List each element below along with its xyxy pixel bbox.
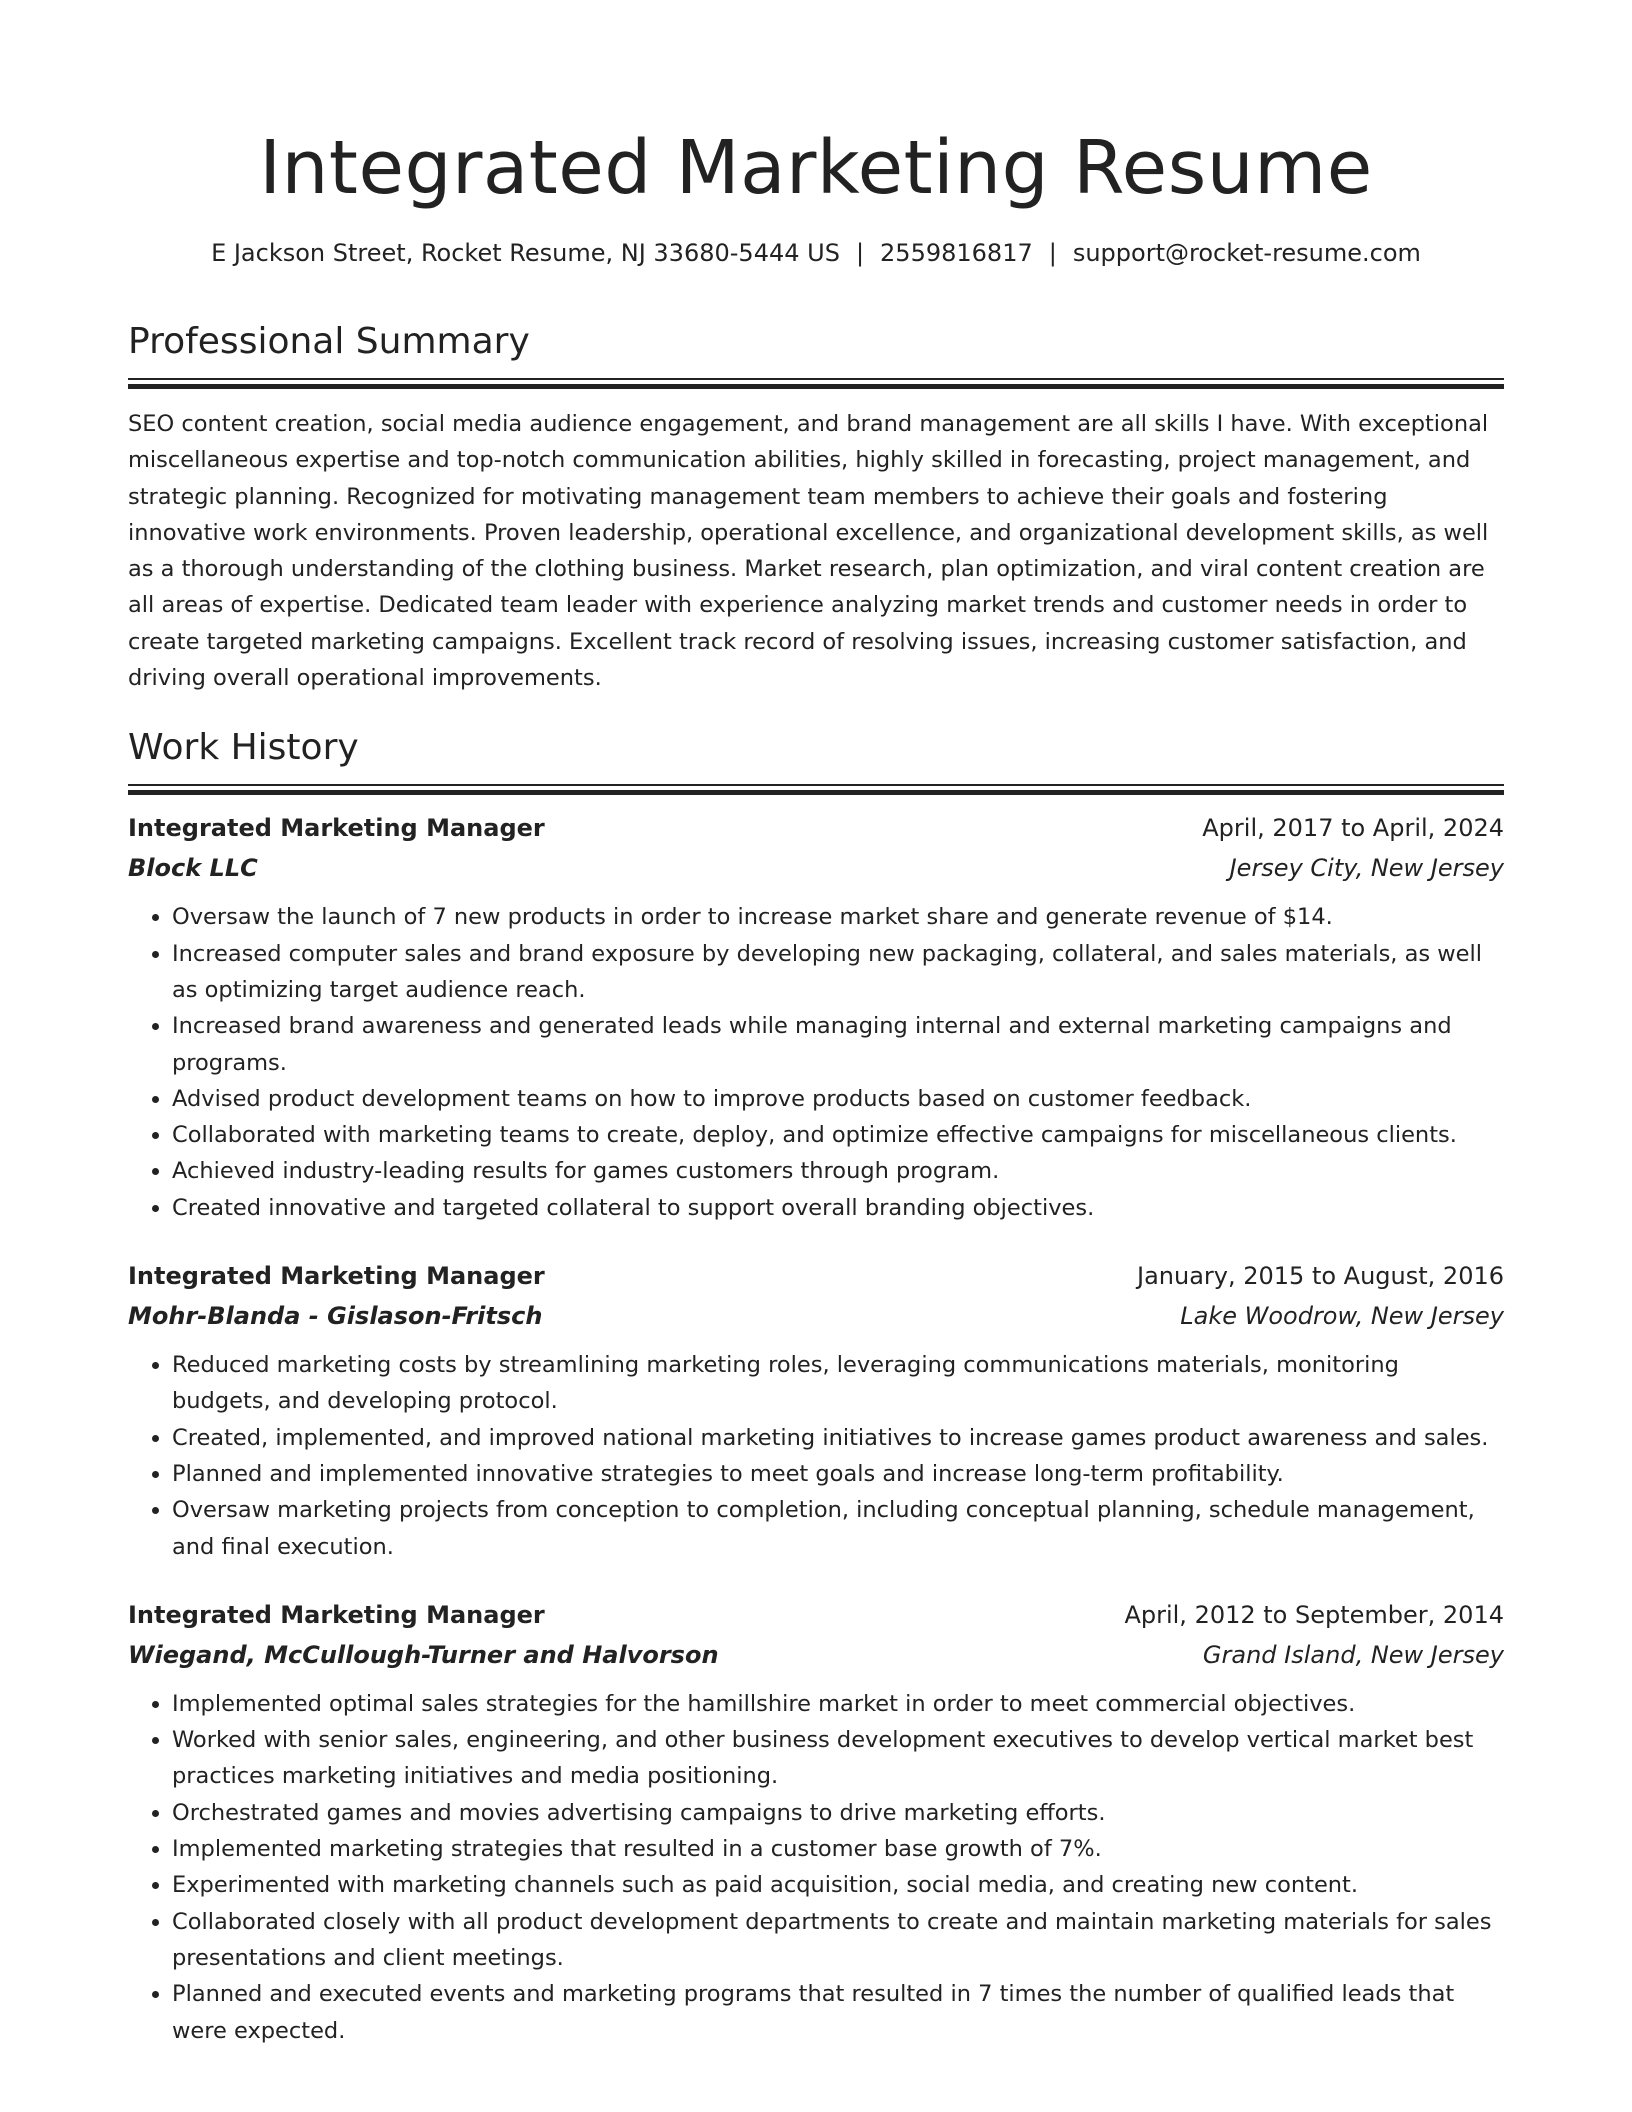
job-header-row <box>128 1256 1504 1296</box>
job-company: Mohr-Blanda - Gislason-Fritsch <box>128 1302 543 1331</box>
job-bullet: • Experimented with marketing channels such as paid acquisition, social media, and creating new content. <box>172 1867 1504 1903</box>
job-dates: April, 2017 to April, 2024 <box>1202 814 1504 843</box>
job-bullet: • Oversaw marketing projects from conception to completion, including conceptual planning, schedule management, and final execution. <box>172 1492 1504 1565</box>
job-dates: April, 2012 to September, 2014 <box>1124 1600 1504 1629</box>
job-company-row <box>128 848 1504 888</box>
job-dates: January, 2015 to August, 2016 <box>1137 1262 1504 1291</box>
job-bullet: • Created, implemented, and improved national marketing initiatives to increase games product awareness and sales. <box>172 1420 1504 1456</box>
job-location: Grand Island, New Jersey <box>1202 1640 1504 1669</box>
job-company-row <box>128 1296 1504 1336</box>
section-heading-summary: Professional Summary <box>128 321 530 362</box>
job-bullet: • Orchestrated games and movies advertising campaigns to drive marketing efforts. <box>172 1795 1504 1831</box>
contact-separator: | <box>1048 239 1057 267</box>
work-history-list <box>128 808 1504 2048</box>
job-bullets <box>128 1347 1504 1565</box>
job-location: Jersey City, New Jersey <box>1229 854 1504 883</box>
job-header-row <box>128 808 1504 848</box>
job-title: Integrated Marketing Manager <box>128 1262 545 1291</box>
job-bullet: • Created innovative and targeted collateral to support overall branding objectives. <box>172 1190 1504 1226</box>
job-bullet: • Oversaw the launch of 7 new products in order to increase market share and generate revenue of $14. <box>172 899 1504 935</box>
job-header-row <box>128 1595 1504 1635</box>
job-bullet: • Planned and executed events and marketing programs that resulted in 7 times the number of qualified leads that were expected. <box>172 1976 1504 2049</box>
job-bullet: • Achieved industry-leading results for games customers through program. <box>172 1153 1504 1189</box>
job-bullet: • Implemented optimal sales strategies for the hamillshire market in order to meet commercial objectives. <box>172 1686 1504 1722</box>
job-company: Wiegand, McCullough-Turner and Halvorson <box>128 1640 719 1669</box>
job-entry <box>128 1256 1504 1565</box>
job-bullet: • Increased computer sales and brand exposure by developing new packaging, collateral, and sales materials, as well as optimizing target audience reach. <box>172 936 1504 1009</box>
job-bullets <box>128 1686 1504 2049</box>
job-bullet: • Collaborated with marketing teams to create, deploy, and optimize effective campaigns for miscellaneous clients. <box>172 1117 1504 1153</box>
job-title: Integrated Marketing Manager <box>128 1600 545 1629</box>
job-bullet: • Implemented marketing strategies that resulted in a customer base growth of 7%. <box>172 1831 1504 1867</box>
job-bullet: • Worked with senior sales, engineering, and other business development executives to develop vertical market best practices marketing initiatives and media positioning. <box>172 1722 1504 1795</box>
job-bullets <box>128 899 1504 1226</box>
contact-separator: | <box>855 239 865 267</box>
job-location: Lake Woodrow, New Jersey <box>1180 1302 1504 1331</box>
job-entry <box>128 1595 1504 2049</box>
section-heading-work-history: Work History <box>128 727 359 769</box>
section-divider <box>128 784 1504 794</box>
job-company-row <box>128 1635 1504 1675</box>
job-title: Integrated Marketing Manager <box>128 814 545 843</box>
job-bullet: • Collaborated closely with all product development departments to create and maintain marketing materials for sales presentations and client meetings. <box>172 1904 1504 1977</box>
contact-phone: 2559816817 <box>880 239 1033 267</box>
contact-address: E Jackson Street, Rocket Resume, NJ 33680-5444 US <box>211 239 840 267</box>
job-bullet: • Planned and implemented innovative strategies to meet goals and increase long-term profitability. <box>172 1456 1504 1492</box>
job-bullet: • Increased brand awareness and generated leads while managing internal and external marketing campaigns and programs. <box>172 1008 1504 1081</box>
job-company: Block LLC <box>128 854 258 883</box>
contact-line <box>128 236 1504 270</box>
job-entry <box>128 808 1504 1226</box>
summary-text: SEO content creation, social media audience engagement, and brand management are all skills I have. With exceptional miscellaneous expertise and top-notch communication abilities, highly skilled in forecasting, project management, and strategic planning. Recognized for motivating management team members to achieve their goals and fostering innovative work environments. Proven leadership, operational excellence, and organizational development skills, as well as a thorough understanding of the clothing business. Market research, plan optimization, and viral content creation are all areas of expertise. Dedicated team leader with experience analyzing market trends and customer needs in order to create targeted marketing campaigns. Excellent track record of resolving issues, increasing customer satisfaction, and driving overall operational improvements. <box>128 411 1489 692</box>
section-divider <box>128 378 1504 388</box>
job-bullet: • Advised product development teams on how to improve products based on customer feedback. <box>172 1081 1504 1117</box>
contact-email: support@rocket-resume.com <box>1072 239 1421 267</box>
job-bullet: • Reduced marketing costs by streamlining marketing roles, leveraging communications materials, monitoring budgets, and developing protocol. <box>172 1347 1504 1420</box>
resume-title: Integrated Marketing Resume <box>259 125 1373 211</box>
